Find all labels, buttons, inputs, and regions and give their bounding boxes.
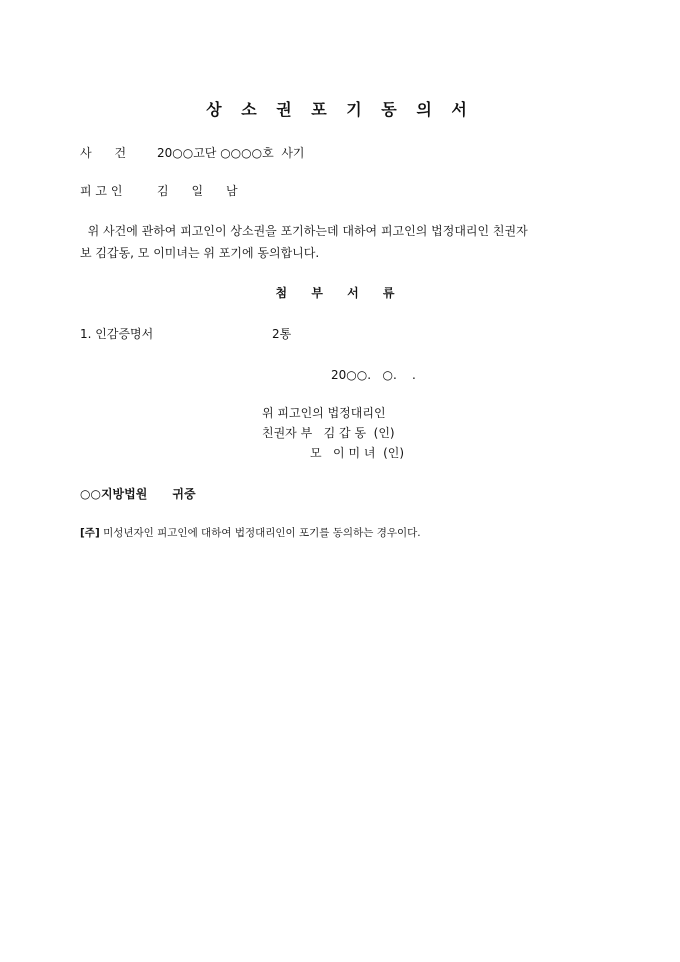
attachment-item: 1. 인감증명서 [80,327,154,341]
signer-mother: 모 이 미 녀 (인) [310,446,405,460]
body-line-1: 위 사건에 관하여 피고인이 상소권을 포기하는데 대하여 피고인의 법정대리인 친권자 [80,224,528,238]
attachment-count: 2통 [272,327,292,341]
attachments-heading: 첨 부 서 류 [275,286,405,300]
signer-heading: 위 피고인의 법정대리인 [262,406,386,420]
court-addressee: ○○지방법원 귀중 [80,487,196,501]
case-label: 사 건 [80,146,127,160]
document-date: 20○○. ○. . [331,368,416,382]
footnote-text: 미성년자인 피고인에 대하여 법정대리인이 포기를 동의하는 경우이다. [99,527,421,539]
signer-father: 친권자 부 김 갑 동 (인) [262,426,395,440]
case-value: 20○○고단 ○○○○호 사기 [157,146,305,160]
footnote-tag: [주] [80,527,100,539]
body-line-2: 보 김갑동, 모 이미녀는 위 포기에 동의합니다. [80,246,320,260]
footnote [80,526,421,540]
document-title: 상 소 권 포 기 동 의 서 [206,100,474,119]
defendant-label: 피 고 인 [80,184,123,198]
defendant-name: 김 일 남 [157,184,238,198]
